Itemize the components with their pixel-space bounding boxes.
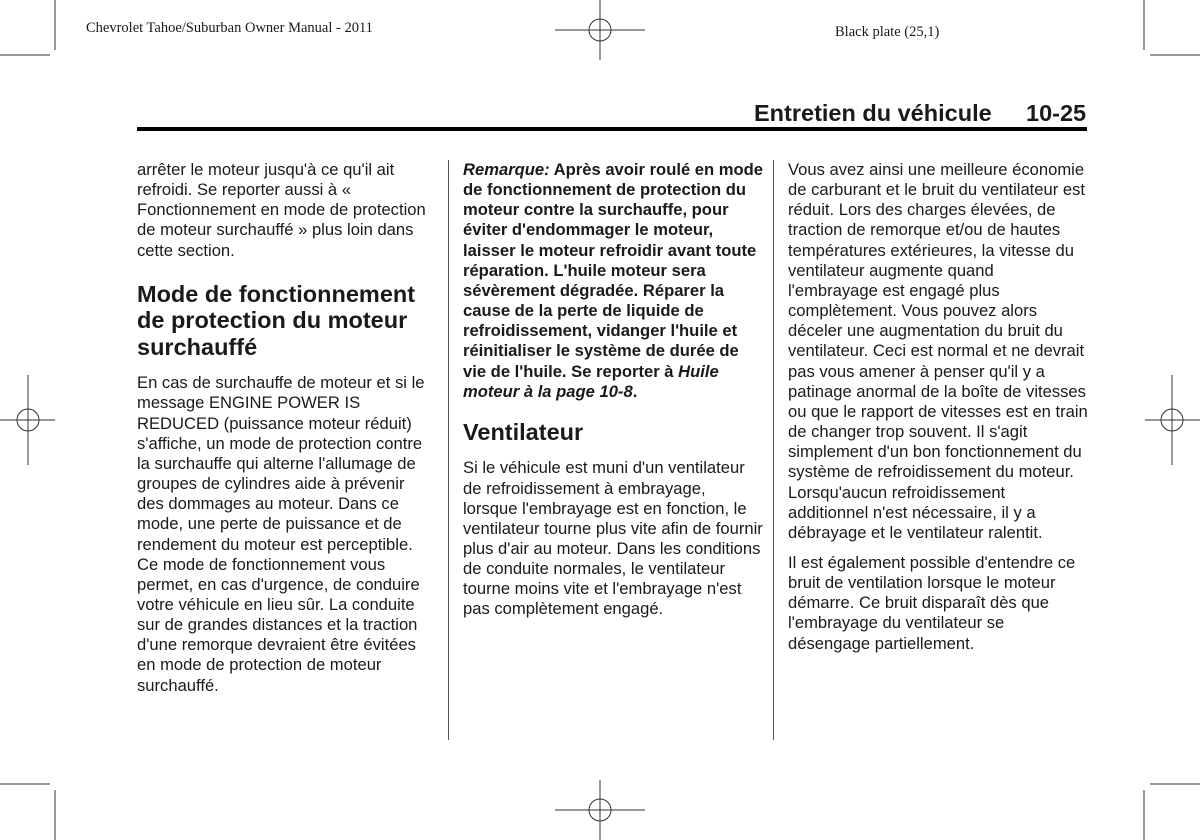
note-label: Remarque: <box>463 160 550 179</box>
registration-target-right <box>1145 375 1200 465</box>
page-number: 10-25 <box>1026 100 1087 126</box>
heading-overheat-protection: Mode de fonctionnement de protection du moteur surchauffé <box>137 280 416 360</box>
plate-info: Black plate (25,1) <box>835 24 940 40</box>
registration-target-left <box>0 375 55 465</box>
header-rule <box>137 127 1087 131</box>
registration-target-bottom <box>555 780 645 840</box>
overheat-paragraph: En cas de surchauffe de moteur et si le message ENGINE POWER IS REDUCED (puissance moteur réduit) s'affiche, un mode de protection contre la surchauffe qui alterne l'allumage de groupes de cylindres aide à prévenir des dommages au moteur. Dans ce mode, une perte de puissance et de rendement du moteur est perceptible. Ce mode de fonctionnement vous permet, en cas d'urgence, de conduire votre véhicule en lieu sûr. La conduite sur de grandes distances et la traction d'une remorque devraient être évitées en mode de protection de moteur surchauffé. <box>137 373 425 695</box>
manual-title: Chevrolet Tahoe/Suburban Owner Manual - 2011 <box>86 20 373 36</box>
fan-paragraph: Si le véhicule est muni d'un ventilateur de refroidissement à embrayage, lorsque l'embrayage est en fonction, le ventilateur tourne plus vite afin de fournir plus d'air au moteur. Dans les conditions de conduite normales, le ventilateur tourne moins vite et l'embrayage n'est pas complètement engagé. <box>463 458 763 619</box>
note-text: Après avoir roulé en mode de fonctionnement de protection du moteur contre la surchauffe, pour éviter d'endommager le moteur, laisser le moteur refroidir avant toute réparation. L'huile moteur sera sévèrement dégradée. Réparer la cause de la perte de liquide de refroidissement, vidanger l'huile et réinitialiser le système de durée de vie de l'huile. Se reporter à <box>463 160 764 381</box>
column-3 <box>788 160 1088 654</box>
note-cross-reference[interactable]: Huile moteur à la page 10-8 <box>463 361 719 401</box>
intro-paragraph: arrêter le moteur jusqu'à ce qu'il ait refroidi. Se reporter aussi à « Fonctionnement en mode de protection de moteur surchauffé » plus loin dans cette section. <box>137 160 426 260</box>
note-end: . <box>632 381 638 401</box>
fan-noise-paragraph: Il est également possible d'entendre ce bruit de ventilation lorsque le moteur démarre. Ce bruit disparaît dès que l'embrayage du ventilateur se désengage partiellement. <box>788 552 1076 653</box>
column-1 <box>137 160 435 696</box>
registration-target-top <box>555 0 645 60</box>
heading-fan: Ventilateur <box>463 418 584 445</box>
section-title: Entretien du véhicule <box>754 100 992 126</box>
note-paragraph <box>463 160 763 402</box>
fan-continued-paragraph: Vous avez ainsi une meilleure économie de carburant et le bruit du ventilateur est réduit. Lors des charges élevées, de traction de remorque et/ou de hautes températures extérieures, la vitesse du ventilateur augmente quand l'embrayage est engagé plus complètement. Vous pouvez alors déceler une augmentation du bruit du ventilateur. Ceci est normal et ne devrait pas vous amener à penser qu'il y a patinage anormal de la boîte de vitesses ou que le rapport de vitesses est en train de changer trop souvent. Il s'agit simplement d'un bon fonctionnement du système de refroidissement du moteur. Lorsqu'aucun refroidissement additionnel n'est nécessaire, il y a débrayage et le ventilateur ralentit. <box>788 160 1088 542</box>
column-divider-2 <box>773 160 774 740</box>
column-2 <box>463 160 763 620</box>
column-divider-1 <box>448 160 449 740</box>
